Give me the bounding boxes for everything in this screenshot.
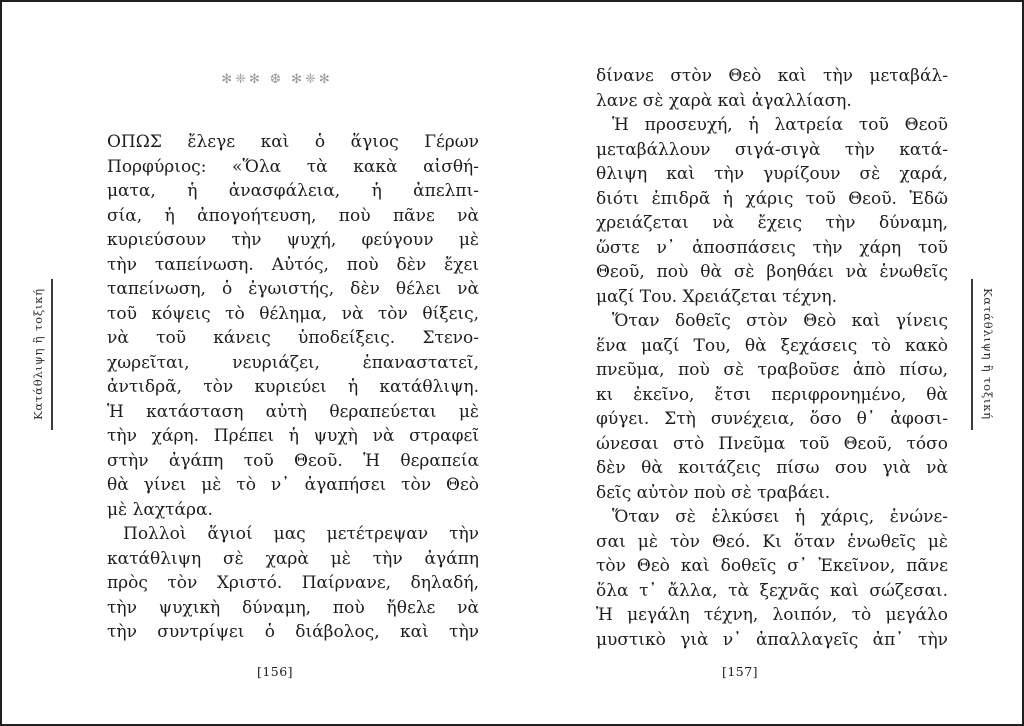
- text-line: τὴν συντρίψει ὁ διάβολος, καὶ τὴν: [107, 622, 479, 642]
- text-line: ταπείνωση, ὁ ἐγωιστής, δὲν θέλει νὰ: [107, 279, 479, 299]
- text-line: δίνανε στὸν Θεὸ καὶ τὴν μεταβάλ-: [596, 66, 948, 86]
- text-line: κυριεύσουν τὴν ψυχή, φεύγουν μὲ: [107, 230, 479, 250]
- text-line: Ὅταν δοθεῖς στὸν Θεὸ καὶ γίνεις: [612, 311, 948, 331]
- text-line: χρειάζεται νὰ ἔχεις τὴν δύναμη,: [596, 213, 948, 233]
- text-line: διότι ἐπιδρᾶ ἡ χάρις τοῦ Θεοῦ. Ἐδῶ: [596, 188, 948, 209]
- text-line: κατάθλιψη σὲ χαρὰ μὲ τὴν ἀγάπη: [107, 548, 479, 569]
- text-line: τὴν ψυχικὴ δύναμη, ποὺ ἤθελε νὰ: [107, 597, 479, 618]
- text-line: δεῖς αὐτὸν ποὺ σὲ τραβάει.: [596, 482, 831, 503]
- text-line: Πολλοὶ ἅγιοί μας μετέτρεψαν τὴν: [123, 524, 479, 544]
- running-head-right: Κατάθλιψη ἢ τοξική: [981, 288, 995, 420]
- text-line: μυστικὸ γιὰ ν᾿ ἀπαλλαγεῖς ἀπ᾿ τὴν: [596, 629, 948, 650]
- text-line: ΟΠΩΣ ἔλεγε καὶ ὁ ἅγιος Γέρων: [107, 132, 479, 152]
- text-line: τὸν Θεὸ καὶ δοθεῖς σ᾿ Ἐκεῖνον, πᾶνε: [596, 556, 948, 576]
- text-line: Ὅταν σὲ ἑλκύσει ἡ χάρις, ἑνώνε-: [612, 507, 948, 527]
- text-line: Ἡ κατάσταση αὐτὴ θεραπεύεται μὲ: [107, 401, 479, 422]
- text-line: στὴν ἀγάπη τοῦ Θεοῦ. Ἡ θεραπεία: [107, 450, 479, 471]
- right-page-text: [596, 64, 948, 652]
- text-line: κι ἐκεῖνο, ἔτσι περιφρονημένο, θὰ: [596, 384, 948, 405]
- text-line: Θεοῦ, ποὺ θὰ σὲ βοηθάει νὰ ἑνωθεῖς: [596, 262, 948, 282]
- text-line: ὅλα τ᾿ ἄλλα, τὰ ξεχνᾶς καὶ σώζεσαι.: [596, 580, 948, 601]
- page-number-right: [157]: [721, 664, 759, 679]
- text-line: φύγει. Στὴ συνέχεια, ὅσο θ᾿ ἀφοσι-: [596, 409, 948, 429]
- running-head-rule-left: [51, 279, 53, 430]
- left-page-text: [107, 130, 479, 645]
- running-head-rule-right: [971, 279, 973, 430]
- text-line: θὰ γίνει μὲ τὸ ν᾿ ἀγαπήσει τὸν Θεὸ: [107, 475, 479, 495]
- text-line: ματα, ἡ ἀνασφάλεια, ἡ ἀπελπι-: [107, 181, 479, 201]
- text-line: ἀντιδρᾶ, τὸν κυριεύει ἡ κατάθλιψη.: [107, 377, 479, 397]
- text-line: ἕνα μαζί Του, θὰ ξεχάσεις τὸ κακὸ: [596, 335, 948, 356]
- text-line: Ἡ μεγάλη τέχνη, λοιπόν, τὸ μεγάλο: [596, 605, 948, 625]
- text-line: Πορφύριος: «Ὅλα τὰ κακὰ αἰσθή-: [107, 156, 479, 177]
- text-line: πρὸς τὸν Χριστό. Παίρνανε, δηλαδή,: [107, 573, 479, 593]
- text-line: πνεῦμα, ποὺ σὲ τραβοῦσε ἀπὸ πίσω,: [596, 360, 948, 380]
- text-line: μεταβάλλουν σιγά-σιγὰ τὴν κατά-: [596, 139, 948, 160]
- text-line: τὴν χάρη. Πρέπει ἡ ψυχὴ νὰ στραφεῖ: [107, 426, 479, 446]
- text-line: νὰ τοῦ κάνεις ὑποδείξεις. Στενο-: [107, 328, 479, 348]
- text-line: θλιψη καὶ τὴν γυρίζουν σὲ χαρά,: [596, 164, 948, 184]
- text-line: μὲ λαχτάρα.: [107, 499, 213, 520]
- text-line: λανε σὲ χαρὰ καὶ ἀγαλλίαση.: [596, 90, 852, 111]
- text-line: ὥστε ν᾿ ἀποσπάσεις τὴν χάρη τοῦ: [596, 237, 948, 258]
- text-line: δὲν θὰ κοιτάζεις πίσω σου γιὰ νὰ: [596, 458, 948, 478]
- text-line: μαζί Του. Χρειάζεται τέχνη.: [596, 286, 837, 307]
- running-head-left: Κατάθλιψη ἢ τοξική: [31, 288, 45, 420]
- text-line: σία, ἡ ἀπογοήτευση, ποὺ πᾶνε νὰ: [107, 205, 479, 226]
- text-line: Ἡ προσευχή, ἡ λατρεία τοῦ Θεοῦ: [612, 115, 948, 135]
- section-break-ornament-icon: ✻❈✻ ❆ ✻❈✻: [221, 72, 333, 87]
- text-line: σαι μὲ τὸν Θεό. Κι ὅταν ἑνωθεῖς μὲ: [596, 531, 948, 552]
- page-number-left: [156]: [256, 664, 294, 679]
- text-line: χωρεῖται, νευριάζει, ἐπαναστατεῖ,: [107, 352, 479, 373]
- text-line: ώνεσαι στὸ Πνεῦμα τοῦ Θεοῦ, τόσο: [596, 433, 948, 454]
- text-line: τὴν ταπείνωση. Αὐτός, ποὺ δὲν ἔχει: [107, 254, 479, 275]
- text-line: τοῦ κόψεις τὸ θέλημα, νὰ τὸν θίξεις,: [107, 303, 479, 324]
